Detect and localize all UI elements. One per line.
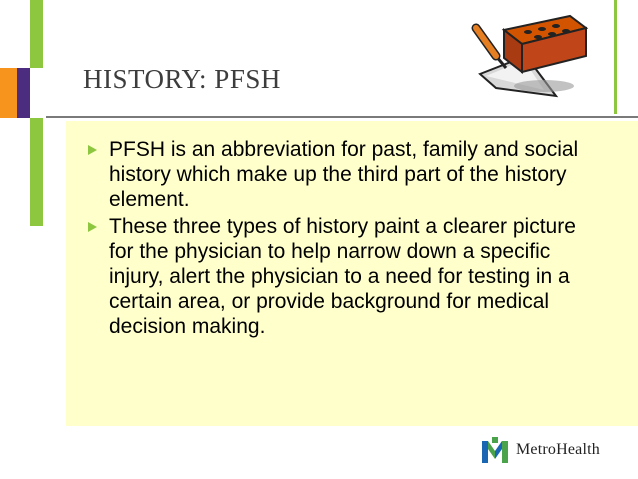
bullet-item <box>86 137 606 212</box>
title-rule <box>46 116 638 118</box>
bullet-list <box>86 137 606 341</box>
bullet-item <box>86 214 606 339</box>
metrohealth-logo-icon <box>482 437 508 463</box>
brick-and-trowel-icon <box>466 4 590 100</box>
slide-title: HISTORY: PFSH <box>83 64 281 94</box>
accent-bar-orange <box>0 68 17 118</box>
bullet-text: These three types of history paint a clearer picture for the physician to help narrow down a specific injury, alert the physician to a need for testing in a certain area, or provide background for medical decision making. <box>109 215 576 338</box>
bullet-arrow-icon <box>88 222 97 232</box>
bullet-arrow-icon <box>88 145 97 155</box>
metrohealth-logo <box>482 437 600 463</box>
bullet-text: PFSH is an abbreviation for past, family and social history which make up the third part of the history element. <box>109 138 579 211</box>
logo-text: MetroHealth <box>516 441 600 458</box>
accent-bar-purple <box>17 68 30 118</box>
accent-line-right <box>614 0 617 114</box>
accent-bar-green-bottom <box>30 118 43 226</box>
accent-bar-green-top <box>30 0 43 68</box>
